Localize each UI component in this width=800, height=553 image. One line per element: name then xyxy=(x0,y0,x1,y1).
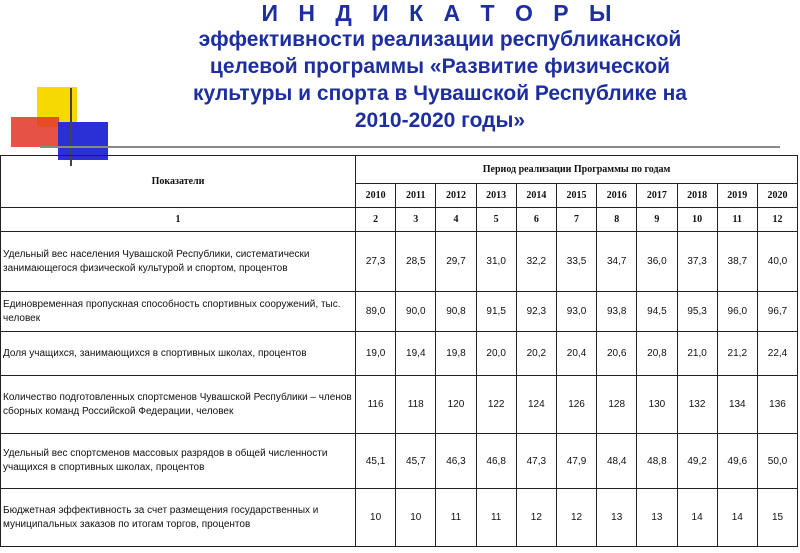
value-cell: 48,4 xyxy=(597,434,637,489)
value-cell: 95,3 xyxy=(677,292,717,332)
value-cell: 12 xyxy=(516,489,556,547)
column-number: 8 xyxy=(597,208,637,232)
value-cell: 118 xyxy=(396,376,436,434)
year-header: 2018 xyxy=(677,184,717,208)
value-cell: 19,0 xyxy=(356,332,396,376)
value-cell: 45,7 xyxy=(396,434,436,489)
year-header: 2020 xyxy=(757,184,797,208)
decor-horizontal-line xyxy=(40,146,780,148)
value-cell: 120 xyxy=(436,376,476,434)
indicator-header: Показатели xyxy=(1,156,356,208)
value-cell: 20,0 xyxy=(476,332,516,376)
year-header: 2017 xyxy=(637,184,677,208)
value-cell: 19,4 xyxy=(396,332,436,376)
table-row xyxy=(1,332,798,376)
value-cell: 10 xyxy=(396,489,436,547)
year-header: 2010 xyxy=(356,184,396,208)
value-cell: 45,1 xyxy=(356,434,396,489)
value-cell: 33,5 xyxy=(556,232,596,292)
value-cell: 19,8 xyxy=(436,332,476,376)
year-header: 2015 xyxy=(556,184,596,208)
column-number: 6 xyxy=(516,208,556,232)
value-cell: 49,6 xyxy=(717,434,757,489)
table-row xyxy=(1,489,798,547)
indicator-cell: Единовременная пропускная способность спортивных сооружений, тыс. человек xyxy=(1,292,356,332)
column-number: 9 xyxy=(637,208,677,232)
column-number: 2 xyxy=(356,208,396,232)
value-cell: 94,5 xyxy=(637,292,677,332)
value-cell: 48,8 xyxy=(637,434,677,489)
value-cell: 96,7 xyxy=(757,292,797,332)
value-cell: 14 xyxy=(677,489,717,547)
header-row xyxy=(1,156,798,184)
table-row xyxy=(1,232,798,292)
value-cell: 50,0 xyxy=(757,434,797,489)
value-cell: 132 xyxy=(677,376,717,434)
year-header: 2016 xyxy=(597,184,637,208)
year-header: 2012 xyxy=(436,184,476,208)
table-row xyxy=(1,376,798,434)
value-cell: 36,0 xyxy=(637,232,677,292)
value-cell: 13 xyxy=(597,489,637,547)
value-cell: 92,3 xyxy=(516,292,556,332)
column-number: 5 xyxy=(476,208,516,232)
indicator-cell: Количество подготовленных спортсменов Чувашской Республики – членов сборных команд Российской Федерации, человек xyxy=(1,376,356,434)
column-number: 12 xyxy=(757,208,797,232)
value-cell: 38,7 xyxy=(717,232,757,292)
value-cell: 10 xyxy=(356,489,396,547)
column-number: 4 xyxy=(436,208,476,232)
title-line: 2010-2020 годы» xyxy=(354,109,526,132)
table-row xyxy=(1,292,798,332)
value-cell: 21,2 xyxy=(717,332,757,376)
value-cell: 14 xyxy=(717,489,757,547)
value-cell: 34,7 xyxy=(597,232,637,292)
column-number: 1 xyxy=(1,208,356,232)
value-cell: 46,8 xyxy=(476,434,516,489)
value-cell: 46,3 xyxy=(436,434,476,489)
value-cell: 91,5 xyxy=(476,292,516,332)
column-number: 11 xyxy=(717,208,757,232)
value-cell: 20,4 xyxy=(556,332,596,376)
value-cell: 27,3 xyxy=(356,232,396,292)
value-cell: 128 xyxy=(597,376,637,434)
value-cell: 15 xyxy=(757,489,797,547)
decor-red-square xyxy=(11,117,59,147)
value-cell: 11 xyxy=(436,489,476,547)
value-cell: 49,2 xyxy=(677,434,717,489)
value-cell: 93,8 xyxy=(597,292,637,332)
value-cell: 126 xyxy=(556,376,596,434)
value-cell: 124 xyxy=(516,376,556,434)
year-header: 2011 xyxy=(396,184,436,208)
value-cell: 134 xyxy=(717,376,757,434)
title-main: И Н Д И К А Т О Р Ы xyxy=(261,0,619,26)
year-header: 2019 xyxy=(717,184,757,208)
value-cell: 130 xyxy=(637,376,677,434)
value-cell: 21,0 xyxy=(677,332,717,376)
indicators-table xyxy=(0,155,798,547)
table-body xyxy=(1,156,798,547)
value-cell: 116 xyxy=(356,376,396,434)
value-cell: 90,8 xyxy=(436,292,476,332)
page-title xyxy=(110,0,770,134)
value-cell: 29,7 xyxy=(436,232,476,292)
value-cell: 93,0 xyxy=(556,292,596,332)
value-cell: 122 xyxy=(476,376,516,434)
value-cell: 31,0 xyxy=(476,232,516,292)
value-cell: 20,6 xyxy=(597,332,637,376)
value-cell: 13 xyxy=(637,489,677,547)
table-row xyxy=(1,434,798,489)
value-cell: 47,3 xyxy=(516,434,556,489)
value-cell: 20,2 xyxy=(516,332,556,376)
title-line: эффективности реализации республиканской xyxy=(198,28,682,51)
indicator-cell: Удельный вес спортсменов массовых разрядов в общей численности учащихся в спортивных школах, процентов xyxy=(1,434,356,489)
value-cell: 37,3 xyxy=(677,232,717,292)
value-cell: 12 xyxy=(556,489,596,547)
column-number: 3 xyxy=(396,208,436,232)
value-cell: 47,9 xyxy=(556,434,596,489)
column-number: 7 xyxy=(556,208,596,232)
value-cell: 28,5 xyxy=(396,232,436,292)
value-cell: 22,4 xyxy=(757,332,797,376)
value-cell: 89,0 xyxy=(356,292,396,332)
value-cell: 11 xyxy=(476,489,516,547)
column-numbers-row xyxy=(1,208,798,232)
column-number: 10 xyxy=(677,208,717,232)
title-line: целевой программы «Развитие физической xyxy=(209,55,671,78)
indicator-cell: Удельный вес населения Чувашской Республики, систематически занимающегося физической культурой и спортом, процентов xyxy=(1,232,356,292)
value-cell: 20,8 xyxy=(637,332,677,376)
indicator-cell: Бюджетная эффективность за счет размещения государственных и муниципальных заказов по итогам торгов, процентов xyxy=(1,489,356,547)
year-header: 2014 xyxy=(516,184,556,208)
year-header: 2013 xyxy=(476,184,516,208)
indicator-cell: Доля учащихся, занимающихся в спортивных школах, процентов xyxy=(1,332,356,376)
value-cell: 136 xyxy=(757,376,797,434)
value-cell: 90,0 xyxy=(396,292,436,332)
title-line: культуры и спорта в Чувашской Республике на xyxy=(193,82,687,105)
value-cell: 96,0 xyxy=(717,292,757,332)
value-cell: 40,0 xyxy=(757,232,797,292)
value-cell: 32,2 xyxy=(516,232,556,292)
period-header: Период реализации Программы по годам xyxy=(356,156,798,184)
